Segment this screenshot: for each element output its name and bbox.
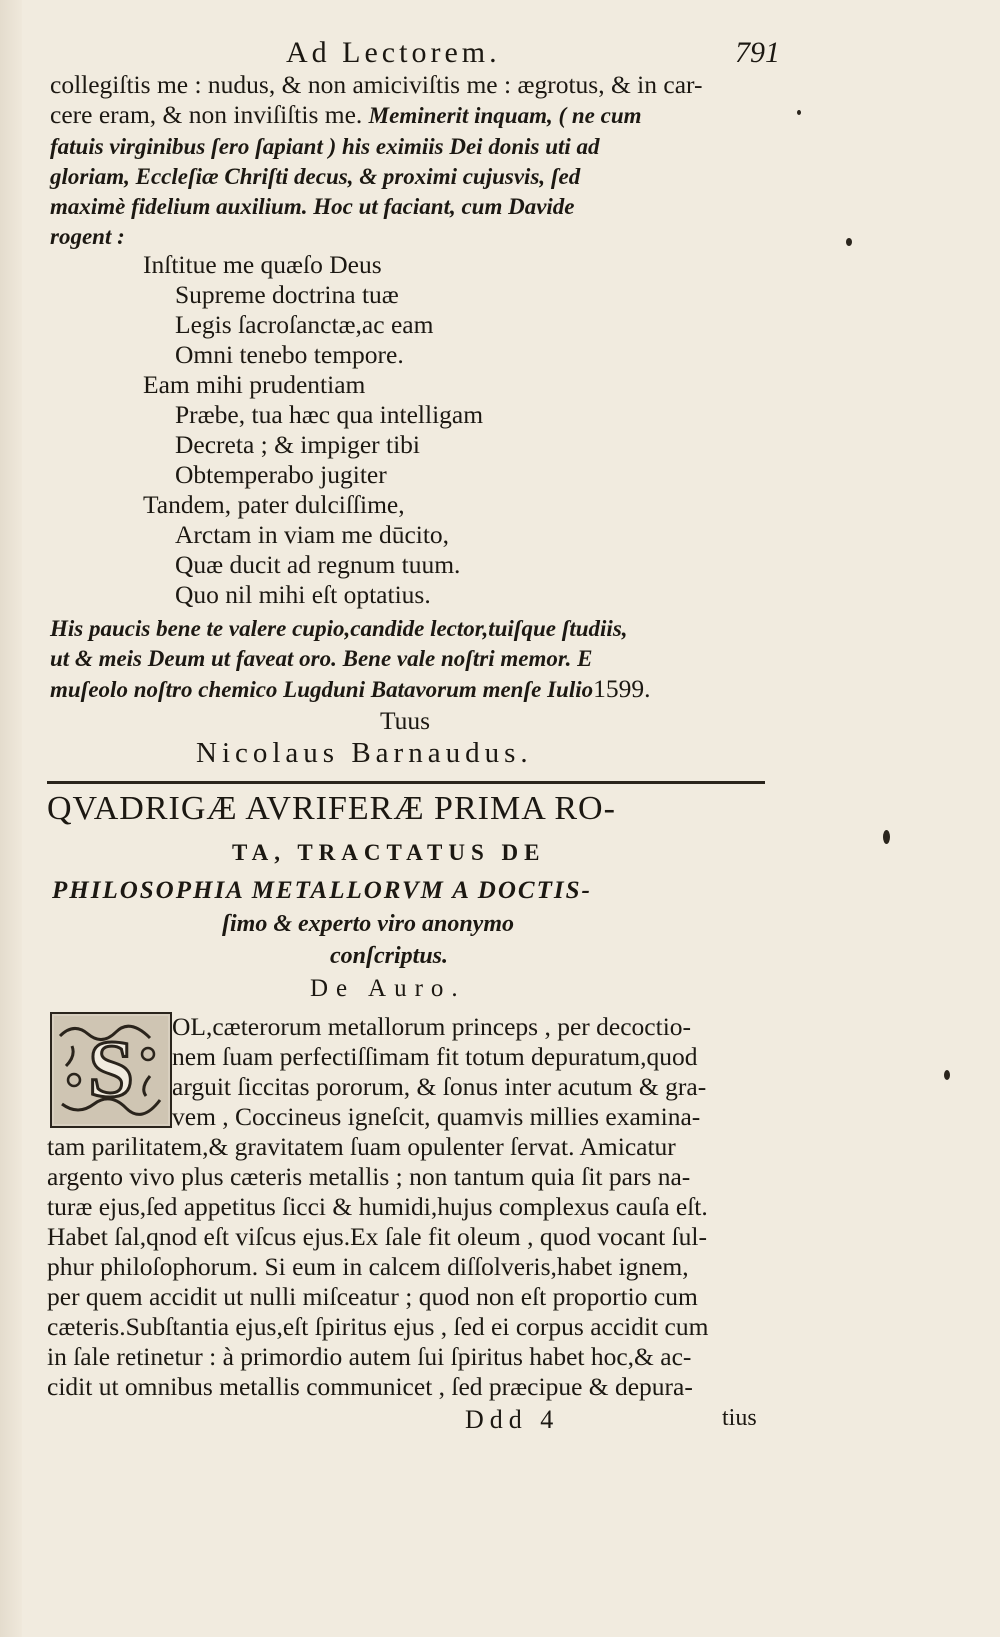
body-line-5: tam parilitatem,& gravitatem ſuam opulenter ſervat. Amicatur (47, 1132, 676, 1161)
closing-line-2: ut & meis Deum ut faveat oro. Bene vale noſtri memor. E (50, 646, 593, 671)
closing-year: 1599. (593, 674, 651, 703)
intro-line-4: gloriam, Eccleſiæ Chriſti decus, & proximi cujusvis, ſed (50, 164, 581, 189)
verse-line-3: Legis ſacroſanctæ,ac eam (175, 310, 434, 339)
closing-line-3-italic: muſeolo noſtro chemico Lugduni Batavorum menſe Iulio (50, 677, 594, 702)
body-line-1: OL,cæterorum metallorum princeps , per decoctio- (172, 1012, 692, 1041)
page-number: 791 (735, 36, 780, 69)
signature-tuus: Tuus (380, 706, 431, 735)
verse-line-7: Decreta ; & impiger tibi (175, 430, 421, 459)
verse-line-12: Quo nil mihi eſt optatius. (175, 580, 431, 609)
intro-line-2-roman: cere eram, & non inviſiſtis me. (50, 100, 363, 129)
verse-line-6: Præbe, tua hæc qua intelligam (175, 400, 484, 429)
verse-line-8: Obtemperabo jugiter (175, 460, 387, 489)
body-line-3: arguit ſiccitas pororum, & ſonus inter acutum & gra- (172, 1072, 707, 1101)
intro-line-2-italic: Meminerit inquam, ( ne cum (368, 103, 642, 128)
paper-speck (846, 238, 852, 246)
body-line-4: vem , Coccineus igneſcit, quamvis millies examina- (172, 1102, 701, 1131)
verse-line-5: Eam mihi prudentiam (143, 370, 366, 399)
verse-line-1: Inſtitue me quæſo Deus (143, 250, 382, 279)
intro-line-1: collegiſtis me : nudus, & non amiciviſtis me : ægrotus, & in car- (50, 70, 703, 99)
body-line-9: phur philoſophorum. Si eum in calcem diſſolveris,habet ignem, (47, 1252, 689, 1281)
section-rule (47, 781, 765, 784)
body-line-2: nem ſuam perfectiſſimam fit totum depuratum,quod (172, 1042, 698, 1071)
body-line-12: in ſale retinetur : à primordio autem ſui ſpiritus habet hoc,& ac- (47, 1342, 692, 1371)
page-gutter (0, 0, 22, 1637)
verse-line-9: Tandem, pater dulciſſime, (143, 490, 405, 519)
verse-line-10: Arctam in viam me dūcito, (175, 520, 450, 549)
intro-line-6: rogent : (50, 224, 125, 249)
body-line-13: cidit ut omnibus metallis communicet , ſed præcipue & depura- (47, 1372, 693, 1401)
running-head: Ad Lectorem. (286, 36, 501, 69)
body-line-10: per quem accidit ut nulli miſceatur ; quod non eſt proportio cum (47, 1282, 698, 1311)
paper-speck (944, 1070, 950, 1080)
catchword: tius (722, 1405, 757, 1431)
treatise-title-line-2: TA, TRACTATUS DE (232, 840, 546, 865)
paper-speck (797, 110, 801, 115)
verse-line-4: Omni tenebo tempore. (175, 340, 404, 369)
treatise-title-line-3: PHILOSOPHIA METALLORVM A DOCTIS- (52, 877, 592, 904)
closing-line-1: His paucis bene te valere cupio,candide lector,tuiſque ſtudiis, (50, 616, 628, 641)
dropcap-letter: S (88, 1023, 134, 1114)
verse-line-11: Quæ ducit ad regnum tuum. (175, 550, 461, 579)
body-line-6: argento vivo plus cæteris metallis ; non tantum quia ſit pars na- (47, 1162, 691, 1191)
body-line-8: Habet ſal,qnod eſt viſcus ejus.Ex ſale fit oleum , quod vocant ſul- (47, 1222, 708, 1251)
intro-line-3: fatuis virginibus ſero ſapiant ) his eximiis Dei donis uti ad (50, 134, 600, 159)
treatise-title-line-4: ſimo & experto viro anonymo (222, 911, 514, 937)
body-line-7: turæ ejus,ſed appetitus ſicci & humidi,hujus complexus cauſa eſt. (47, 1192, 708, 1221)
signature-mark: Ddd 4 (465, 1405, 560, 1434)
signature-name: Nicolaus Barnaudus. (196, 737, 533, 769)
decorated-initial (50, 1012, 172, 1128)
intro-line-2 (50, 100, 642, 131)
paper-speck (883, 830, 890, 844)
closing-line-3 (50, 674, 650, 705)
treatise-title-line-5: conſcriptus. (330, 943, 449, 969)
body-line-11: cæteris.Subſtantia ejus,eſt ſpiritus ejus , ſed ei corpus accidit cum (47, 1312, 709, 1341)
decorated-initial-s-icon (54, 1016, 168, 1124)
treatise-title-line-1: QVADRIGÆ AVRIFERÆ PRIMA RO- (47, 790, 616, 827)
section-subheading: De Auro. (310, 975, 466, 1002)
intro-line-5: maximè fidelium auxilium. Hoc ut faciant, cum Davide (50, 194, 575, 219)
verse-line-2: Supreme doctrina tuæ (175, 280, 399, 309)
